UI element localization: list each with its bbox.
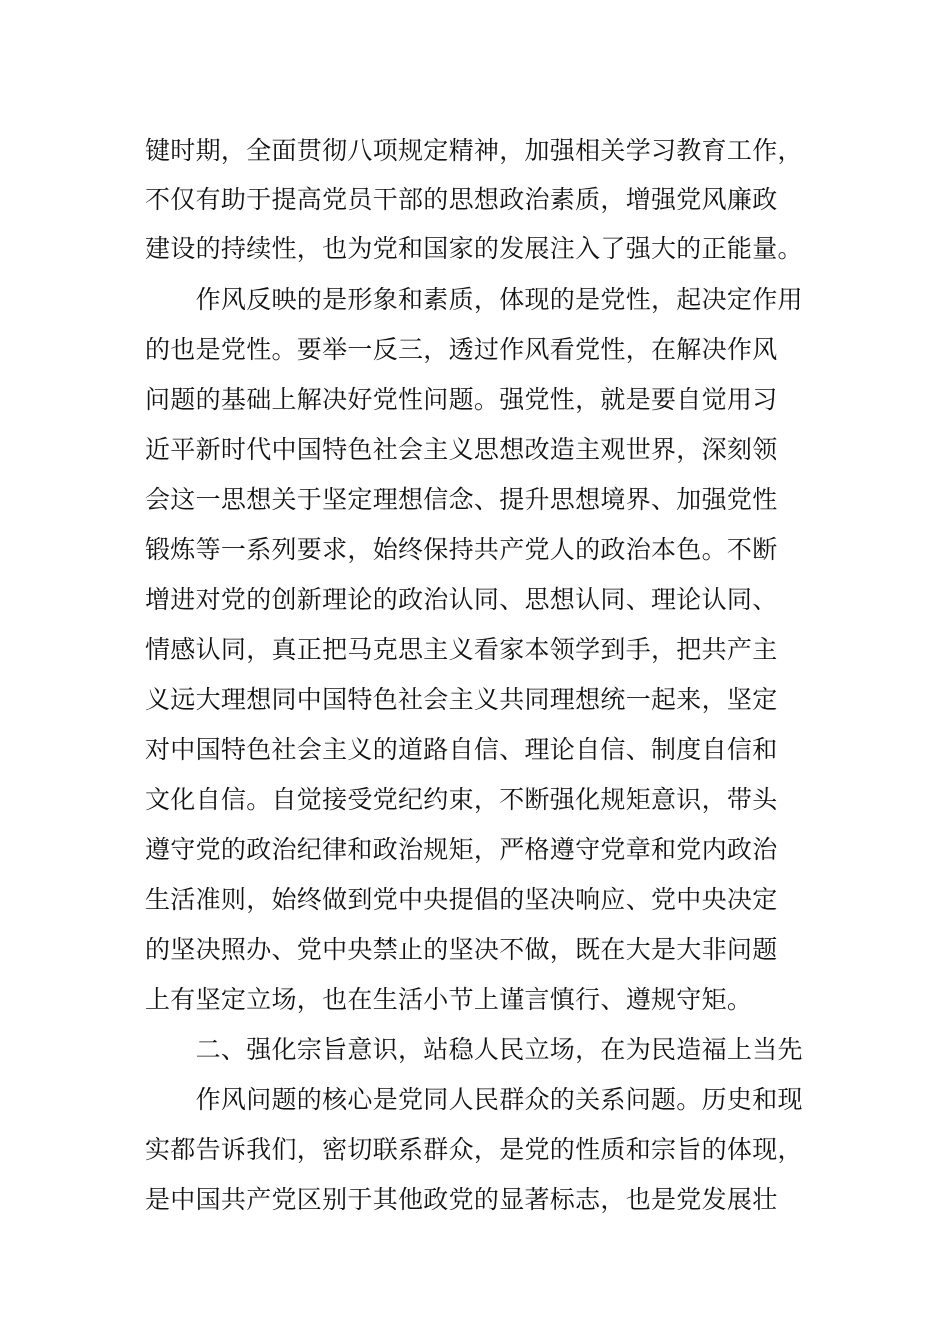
text-line: 义远大理想同中国特色社会主义共同理想统一起来，坚定 [145,685,778,714]
text-line: 对中国特色社会主义的道路自信、理论自信、制度自信和 [145,735,778,764]
text-line: 问题的基础上解决好党性问题。强党性，就是要自觉用习 [145,385,778,414]
text-line: 遵守党的政治纪律和政治规矩，严格遵守党章和党内政治 [145,835,778,864]
text-line: 的坚决照办、党中央禁止的坚决不做，既在大是大非问题 [145,935,778,964]
text-line: 会这一思想关于坚定理想信念、提升思想境界、加强党性 [145,485,778,514]
text-line: 的也是党性。要举一反三，透过作风看党性，在解决作风 [145,335,778,364]
text-line: 上有坚定立场，也在生活小节上谨言慎行、遵规守矩。 [145,985,753,1014]
text-line: 键时期，全面贯彻八项规定精神，加强相关学习教育工作， [145,136,803,165]
text-line: 是中国共产党区别于其他政党的显著标志，也是党发展壮 [145,1185,778,1214]
text-line: 近平新时代中国特色社会主义思想改造主观世界，深刻领 [145,435,778,464]
text-line: 作风问题的核心是党同人民群众的关系问题。历史和现 [145,1085,803,1114]
text-line: 增进对党的创新理论的政治认同、思想认同、理论认同、 [145,585,778,614]
section-heading: 二、强化宗旨意识，站稳人民立场，在为民造福上当先 [145,1035,803,1064]
text-line: 不仅有助于提高党员干部的思想政治素质，增强党风廉政 [145,185,778,214]
text-line: 情感认同，真正把马克思主义看家本领学到手，把共产主 [145,635,778,664]
text-line: 文化自信。自觉接受党纪约束，不断强化规矩意识，带头 [145,785,778,814]
text-line: 生活准则，始终做到党中央提倡的坚决响应、党中央决定 [145,885,778,914]
text-line: 建设的持续性，也为党和国家的发展注入了强大的正能量。 [145,234,803,263]
text-line: 作风反映的是形象和素质，体现的是党性，起决定作用 [145,285,803,314]
text-line: 锻炼等一系列要求，始终保持共产党人的政治本色。不断 [145,535,778,564]
text-line: 实都告诉我们，密切联系群众，是党的性质和宗旨的体现， [145,1135,803,1164]
